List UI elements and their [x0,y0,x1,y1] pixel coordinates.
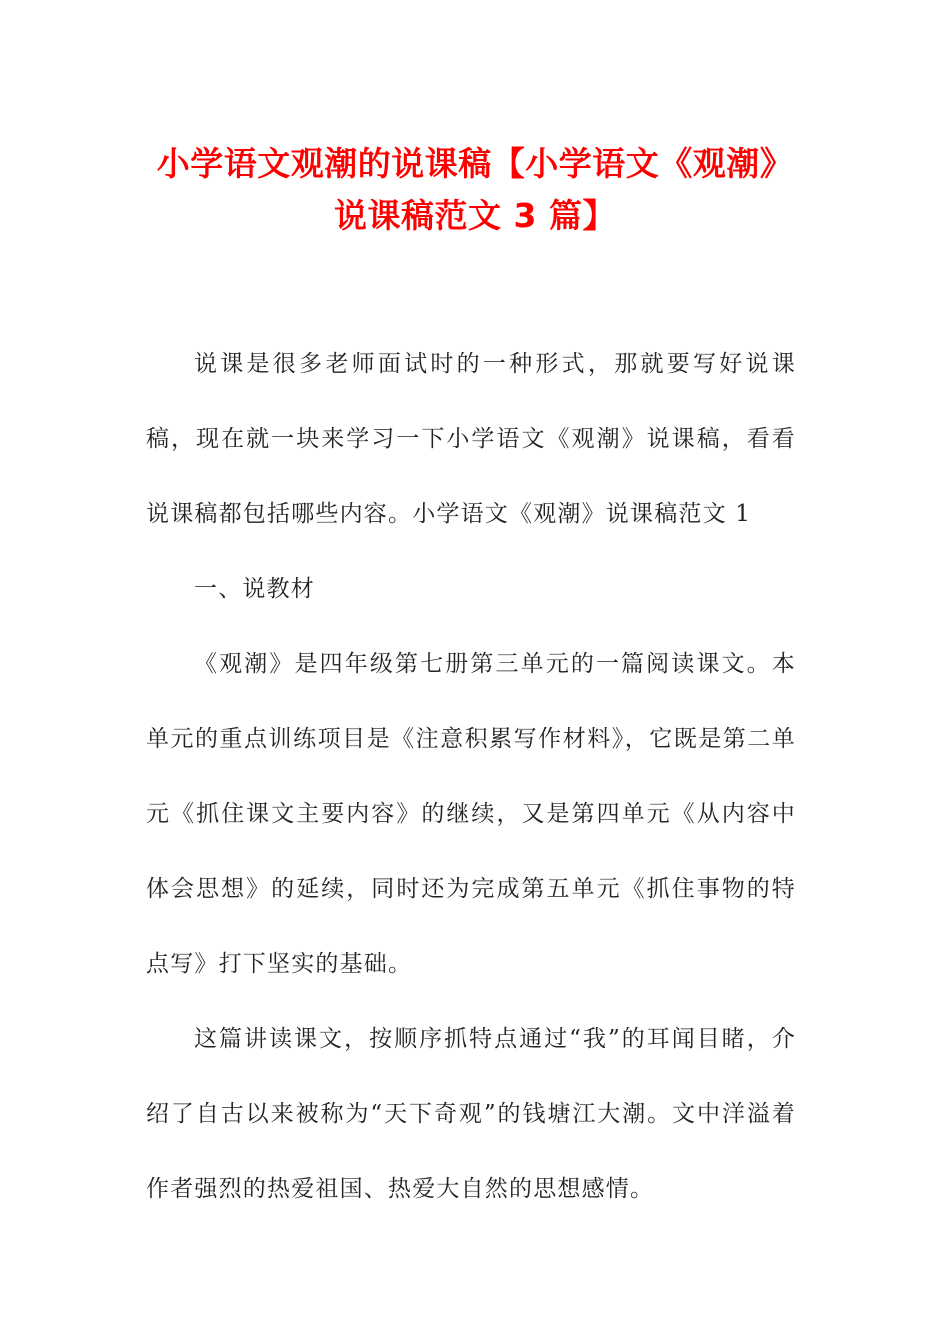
paragraph-content: 这篇讲读课文，按顺序抓特点通过“我”的耳闻目睹，介绍了自古以来被称为“天下奇观”的钱塘江大潮。文中洋溢着作者强烈的热爱祖国、热爱大自然的思想感情。 [146,1026,796,1202]
title-line-1: 小学语文观潮的说课稿【小学语文《观潮》 [156,144,794,183]
paragraph-intro: 说课是很多老师面试时的一种形式，那就要写好说课稿，现在就一块来学习一下小学语文《观潮》说课稿，看看说课稿都包括哪些内容。小学语文《观潮》说课稿范文 1 [146,351,796,527]
document-title [120,138,830,242]
section-heading: 一、说教材 [194,576,315,602]
title-line-2: 说课稿范文 3 篇】 [334,196,616,235]
paragraph-textbook: 《观潮》是四年级第七册第三单元的一篇阅读课文。本单元的重点训练项目是《注意积累写作材料》，它既是第二单元《抓住课文主要内容》的继续，又是第四单元《从内容中体会思想》的延续，同时还为完成第五单元《抓住事物的特点写》打下坚实的基础。 [146,651,796,977]
document-body [146,327,796,1227]
